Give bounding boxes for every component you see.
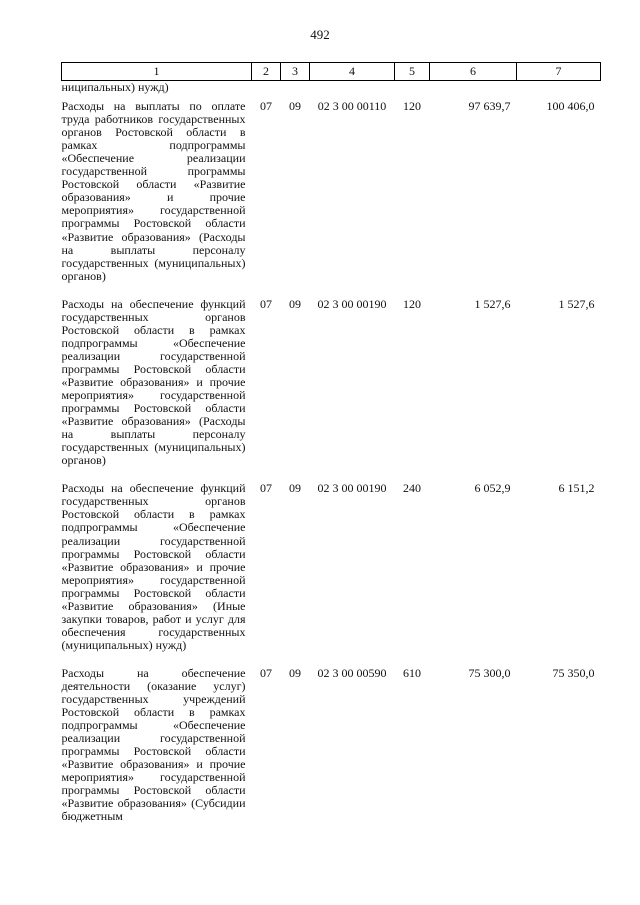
row-amount-2: 75 350,0	[552, 665, 595, 680]
row-section: 07	[260, 296, 272, 311]
table-row	[62, 100, 601, 298]
column-header-7: 7	[517, 63, 601, 81]
row-description: Расходы на обеспечение деятельности (оказание услуг) государственных учреждений Ростовской области в рамках подпрограммы «Обеспечение реализации государственной программы Ростовской области «Развитие образования» и прочие мероприятия» государственной программы Ростовской области «Развитие образования» (Субсидии бюджетным	[61, 665, 246, 824]
row-amount-1: 1 527,6	[474, 296, 511, 311]
row-amount-1: 75 300,0	[468, 665, 511, 680]
row-expense-type: 120	[403, 99, 421, 114]
table-row	[62, 667, 601, 839]
column-header-1: 1	[62, 63, 252, 81]
row-description: Расходы на выплаты по оплате труда работников государственных органов Ростовской области в рамках подпрограммы «Обеспечение реализации государственной программы Ростовской области «Развитие образования» и прочие мероприятия» государственной программы Ростовской области «Развитие образования» (Расходы на выплаты персоналу государственных (муниципальных) органов)	[61, 99, 246, 283]
table-row	[62, 482, 601, 667]
row-subsection: 09	[289, 99, 301, 114]
row-amount-1: 6 052,9	[474, 481, 511, 496]
column-header-6: 6	[430, 63, 517, 81]
row-subsection: 09	[289, 481, 301, 496]
column-header-3: 3	[281, 63, 310, 81]
row-subsection: 09	[289, 665, 301, 680]
row-amount-1: 97 639,7	[468, 99, 511, 114]
column-header-5: 5	[395, 63, 430, 81]
continuation-row	[62, 81, 601, 101]
row-description: Расходы на обеспечение функций государственных органов Ростовской области в рамках подпрограммы «Обеспечение реализации государственной программы Ростовской области «Развитие образования» и прочие мероприятия» государственной программы Ростовской области «Развитие образования» (Иные закупки товаров, работ и услуг для обеспечения государственных (муниципальных) нужд)	[61, 481, 246, 652]
row-description: Расходы на обеспечение функций государственных органов Ростовской области в рамках подпрограммы «Обеспечение реализации государственной программы Ростовской области «Развитие образования» и прочие мероприятия» государственной программы Ростовской области «Развитие образования» (Расходы на выплаты персоналу государственных (муниципальных) органов)	[61, 296, 246, 468]
table-row	[62, 298, 601, 483]
budget-table	[61, 62, 601, 838]
column-header-4: 4	[310, 63, 395, 81]
row-target-code: 02 3 00 00590	[317, 665, 387, 680]
row-expense-type: 120	[403, 296, 421, 311]
row-amount-2: 1 527,6	[558, 296, 595, 311]
row-amount-2: 100 406,0	[546, 99, 595, 114]
row-target-code: 02 3 00 00110	[317, 99, 387, 114]
row-expense-type: 610	[403, 665, 421, 680]
page-number: 492	[310, 27, 330, 42]
row-subsection: 09	[289, 296, 301, 311]
row-target-code: 02 3 00 00190	[317, 296, 387, 311]
row-target-code: 02 3 00 00190	[317, 481, 387, 496]
row-section: 07	[260, 481, 272, 496]
continuation-text: ниципальных) нужд)	[61, 80, 169, 94]
table-header-row	[62, 63, 601, 81]
column-header-2: 2	[252, 63, 281, 81]
row-expense-type: 240	[403, 481, 421, 496]
row-section: 07	[260, 99, 272, 114]
row-section: 07	[260, 665, 272, 680]
row-amount-2: 6 151,2	[558, 481, 595, 496]
